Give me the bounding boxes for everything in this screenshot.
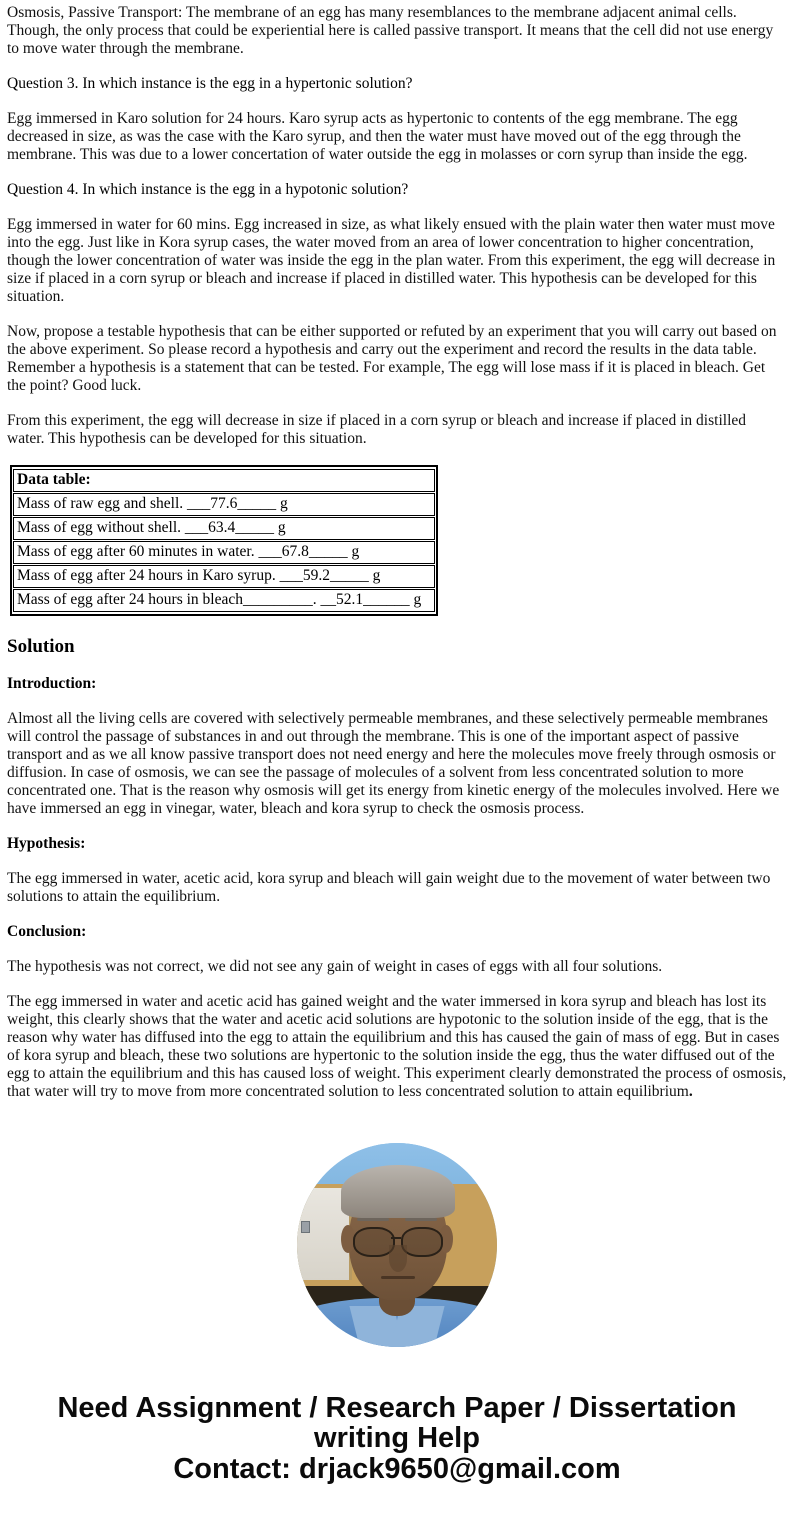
portrait-block — [7, 1143, 787, 1347]
student-hypothesis-paragraph: From this experiment, the egg will decrease in size if placed in a corn syrup or bleach and increase if placed in distilled water. This hypothesis can be developed for this situation. — [7, 412, 747, 447]
table-cell-egg-60-minutes-water: Mass of egg after 60 minutes in water. ___67.8_____ g — [13, 541, 435, 564]
table-cell-egg-24-hours-karo-syrup: Mass of egg after 24 hours in Karo syrup. ___59.2_____ g — [13, 565, 435, 588]
table-row — [13, 541, 435, 564]
table-row — [13, 493, 435, 516]
table-row — [13, 517, 435, 540]
answer-3: Egg immersed in Karo solution for 24 hours. Karo syrup acts as hypertonic to contents of the egg membrane. The egg decreased in size, as was the case with the Karo syrup, and then the water must have moved out of the egg through the membrane. This was due to a lower concertation of water outside the egg in molasses or corn syrup than inside the egg. — [7, 110, 748, 163]
footer-line-1: Need Assignment / Research Paper / Dissertation — [57, 1392, 737, 1424]
introduction-paragraph: Almost all the living cells are covered with selectively permeable membranes, and these selectively permeable membranes will control the passage of substances in and out through the membrane. This is one of the important aspect of passive transport and as we all know passive transport does not need energy and here the molecules move freely through osmosis or diffusion. In case of osmosis, we can see the passage of molecules of a solvent from less concentrated solution to more concentrated one. That is the reason why osmosis will get its energy from kinetic energy of the molecules involved. Here we have immersed an egg in vinegar, water, bleach and kora syrup to check the osmosis process. — [7, 710, 780, 817]
conclusion-paragraph-2 — [7, 993, 787, 1101]
intro-paragraph: Osmosis, Passive Transport: The membrane of an egg has many resemblances to the membrane adjacent animal cells. Though, the only process that could be experiential here is called passive transport. It means that the cell did not use energy to move water through the membrane. — [7, 4, 774, 57]
photo-hair — [341, 1165, 455, 1218]
conclusion-paragraph-1: The hypothesis was not correct, we did not see any gain of weight in cases of eggs with all four solutions. — [7, 958, 663, 975]
data-table — [13, 468, 435, 613]
table-row — [13, 469, 435, 492]
table-cell-raw-egg-and-shell: Mass of raw egg and shell. ___77.6_____ g — [13, 493, 435, 516]
conclusion-label: Conclusion: — [7, 923, 87, 940]
photo-nose — [389, 1245, 407, 1272]
photo-eyeglass-bridge — [391, 1237, 401, 1240]
footer-line-2: writing Help — [314, 1422, 480, 1454]
data-table-header-cell: Data table: — [13, 469, 435, 492]
hypothesis-label: Hypothesis: — [7, 835, 86, 852]
table-cell-egg-without-shell: Mass of egg without shell. ___63.4_____ g — [13, 517, 435, 540]
data-table-container — [10, 465, 438, 616]
avatar — [297, 1143, 497, 1347]
question-4: Question 4. In which instance is the egg in a hypotonic solution? — [7, 181, 409, 198]
answer-4: Egg immersed in water for 60 mins. Egg increased in size, as what likely ensued with the plain water then water must move into the egg. Just like in Kora syrup cases, the water moved from an area of lower concentration to higher concentration, though the lower concentration of water was inside the egg in the plan water. From this experiment, the egg will decrease in size if placed in a corn syrup or bleach and increase if placed in distilled water. This hypothesis can be developed for this situation. — [7, 216, 776, 305]
conclusion-final-period: . — [688, 1083, 693, 1100]
photo-switch-plate — [301, 1221, 310, 1233]
prompt-paragraph: Now, propose a testable hypothesis that can be either supported or refuted by an experiment that you will carry out based on the above experiment. So please record a hypothesis and carry out the experiment and record the results in the data table. Remember a hypothesis is a statement that can be tested. For example, The egg will lose mass if it is placed in bleach. Get the point? Good luck. — [7, 323, 777, 394]
question-3: Question 3. In which instance is the egg in a hypertonic solution? — [7, 75, 413, 92]
introduction-label: Introduction: — [7, 675, 97, 692]
photo-mouth — [381, 1276, 415, 1280]
hypothesis-paragraph: The egg immersed in water, acetic acid, kora syrup and bleach will gain weight due to the movement of water between two solutions to attain the equilibrium. — [7, 870, 771, 905]
table-row — [13, 589, 435, 612]
photo-eyeglass-right — [401, 1227, 443, 1258]
solution-title: Solution — [7, 636, 75, 657]
table-row — [13, 565, 435, 588]
table-cell-egg-24-hours-bleach: Mass of egg after 24 hours in bleach_________. __52.1______ g — [13, 589, 435, 612]
conclusion-paragraph-2-text: The egg immersed in water and acetic acid has gained weight and the water immersed in kora syrup and bleach has lost its weight, this clearly shows that the water and acetic acid solutions are hypotonic to the solution inside of the egg, that is the reason why water has diffused into the egg to attain the equilibrium and this has caused the gain of mass of egg. But in cases of kora syrup and bleach, these two solutions are hypertonic to the solution inside the egg, thus the water diffused out of the egg to attain the equilibrium and this has caused loss of weight. This experiment clearly demonstrated the process of osmosis, that water will try to move from more concentrated solution to less concentrated solution to attain equilibrium — [7, 993, 787, 1100]
footer-advert — [7, 1393, 787, 1506]
footer-contact-line: Contact: drjack9650@gmail.com — [173, 1453, 621, 1485]
